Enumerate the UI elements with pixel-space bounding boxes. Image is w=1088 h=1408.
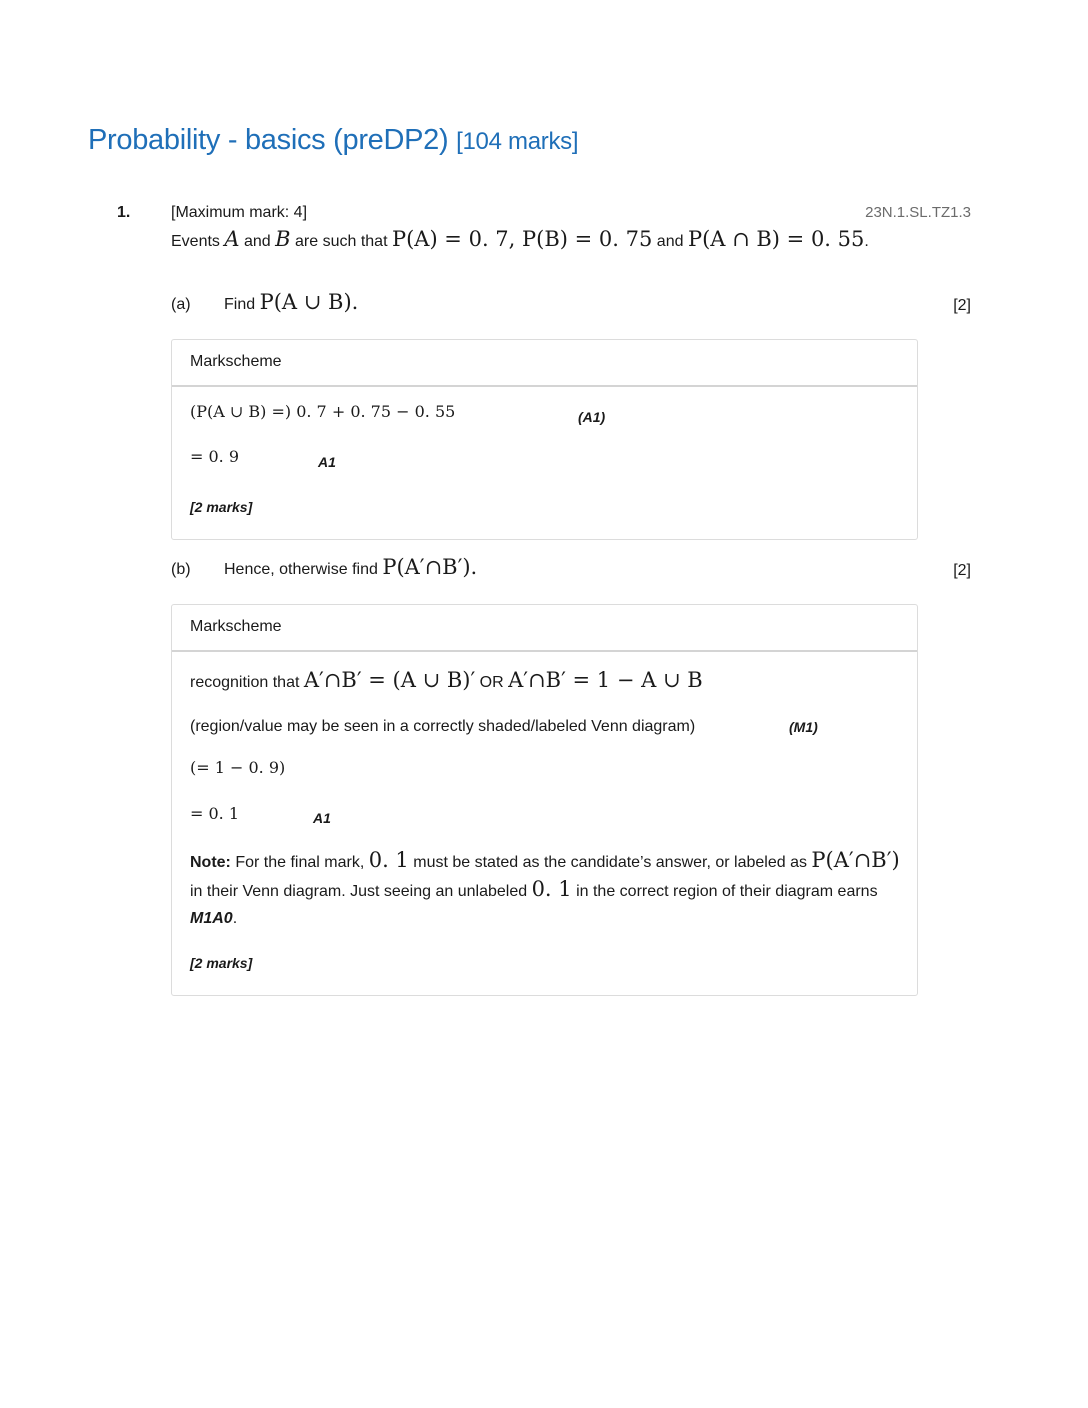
title-total-marks: [104 marks] (456, 128, 579, 155)
title-text: Probability - basics (preDP2) (88, 124, 449, 156)
part-b-marks: [2] (953, 562, 971, 579)
question-number: 1. (117, 204, 131, 221)
ms-b-recognition-line (190, 668, 703, 692)
ms-b-note-code: M1A0 (190, 910, 233, 927)
ms-b-note-m3: 0. 1 (531, 877, 572, 901)
ms-a-line-2: = 0. 9 (190, 447, 240, 466)
stem-text-2: and (239, 233, 276, 250)
stem-text-3: are such that (290, 233, 392, 250)
question-max-mark: [Maximum mark: 4] (171, 204, 308, 221)
ms-b-note-label: Note: (190, 854, 231, 871)
ms-a-code-1: (A1) (578, 409, 606, 425)
stem-math-1: P(A) = 0. 7, P(B) = 0. 75 (391, 227, 653, 251)
stem-text-1: Events (171, 233, 225, 250)
part-a-marks: [2] (953, 297, 971, 314)
ms-a-code-2: A1 (318, 454, 336, 470)
ms-b-note-t4: in the correct region of their diagram earns (571, 883, 878, 900)
ms-b-rec-or: OR (475, 674, 509, 691)
ms-b-rec-text: recognition that (190, 674, 304, 691)
ms-b-region-text: (region/value may be seen in a correctly shaded/labeled Venn diagram) (190, 718, 696, 735)
ms-b-rec-math-2: A′∩B′ = 1 − A ∪ B (508, 668, 703, 692)
ms-b-note (190, 847, 910, 932)
ms-b-note-t2: must be stated as the candidate’s answer, or labeled as (408, 854, 812, 871)
ms-b-note-t1: For the final mark, (230, 854, 369, 871)
ms-b-line-4: = 0. 1 (190, 804, 240, 823)
part-a-math: P(A ∪ B). (259, 290, 359, 314)
question-stem (171, 227, 869, 251)
part-b-label: (b) (171, 561, 191, 578)
stem-math-2: P(A ∩ B) = 0. 55 (687, 227, 865, 251)
part-a-label: (a) (171, 296, 191, 313)
ms-a-line-1: (P(A ∪ B) =) 0. 7 + 0. 75 − 0. 55 (190, 402, 456, 421)
part-a-text: Find (224, 296, 260, 313)
question-code: 23N.1.SL.TZ1.3 (865, 204, 971, 221)
markscheme-box-b (171, 604, 918, 996)
ms-b-code-4: A1 (313, 810, 331, 826)
ms-b-note-t3: in their Venn diagram. Just seeing an unlabeled (190, 883, 532, 900)
markscheme-box-a (171, 339, 918, 540)
ms-b-note-m2: P(A′∩B′) (811, 848, 900, 872)
ms-b-rec-math-1: A′∩B′ = (A ∪ B)′ (303, 668, 476, 692)
stem-text-5: . (864, 233, 869, 250)
stem-event-b: B (275, 227, 291, 251)
part-b-text: Hence, otherwise find (224, 561, 383, 578)
ms-a-total: [2 marks] (190, 499, 253, 515)
markscheme-heading-b: Markscheme (172, 605, 917, 652)
part-b-question (224, 555, 477, 579)
stem-event-a: A (224, 227, 240, 251)
markscheme-heading-a: Markscheme (172, 340, 917, 387)
ms-b-note-m1: 0. 1 (368, 848, 409, 872)
ms-b-note-t5: . (232, 910, 238, 927)
stem-text-4: and (652, 233, 688, 250)
page-title (88, 124, 578, 157)
part-a-question (224, 290, 358, 314)
ms-b-total: [2 marks] (190, 955, 253, 971)
ms-b-line-3: (= 1 − 0. 9) (190, 758, 286, 777)
part-b-math: P(A′∩B′). (382, 555, 478, 579)
ms-b-region-code: (M1) (789, 719, 818, 735)
